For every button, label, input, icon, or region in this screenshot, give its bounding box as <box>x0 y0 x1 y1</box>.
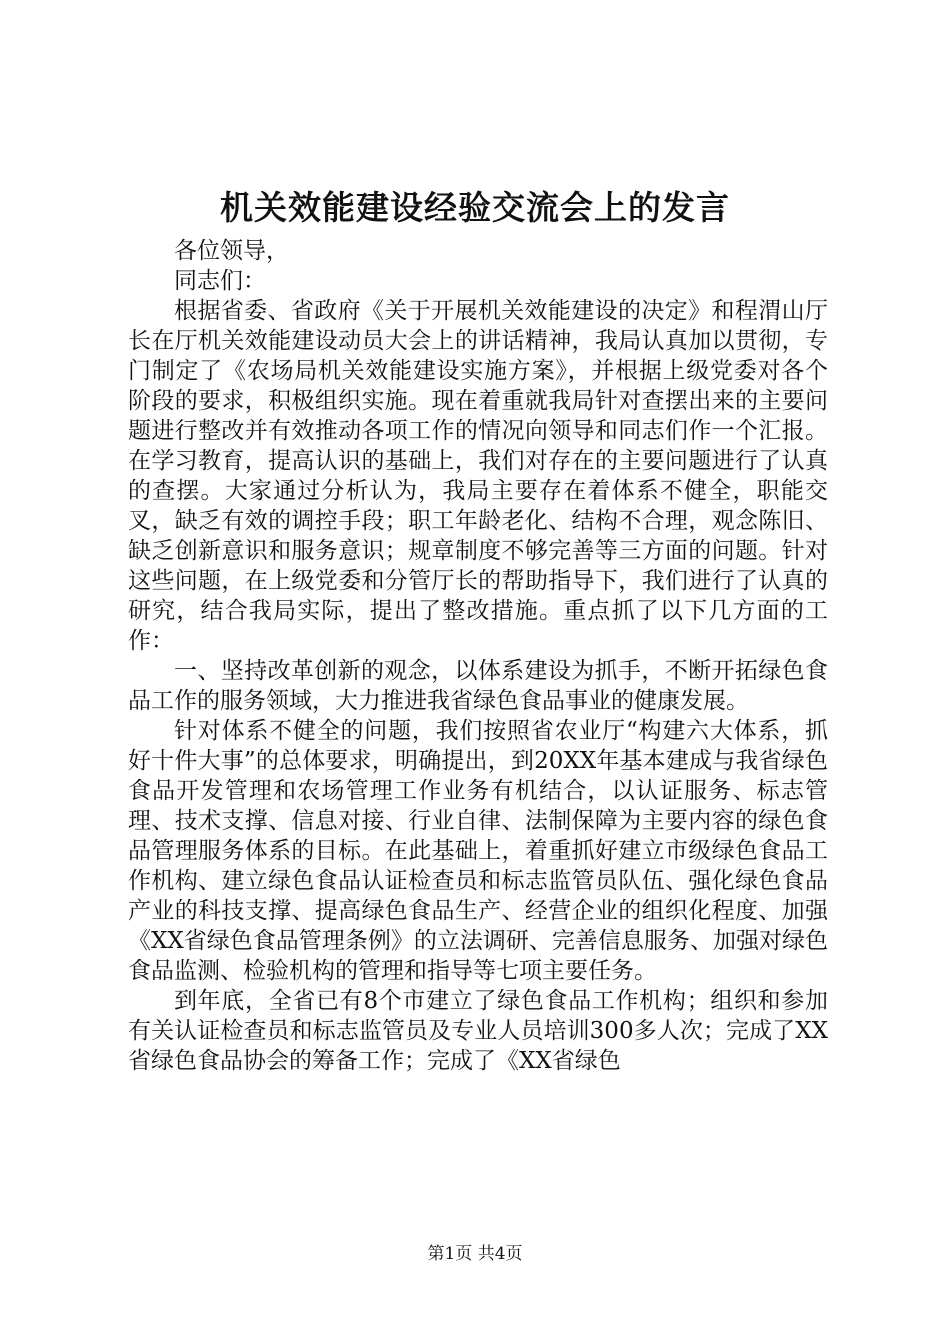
document-title: 机关效能建设经验交流会上的发言 <box>220 188 730 227</box>
paragraph-section-one-heading: 一、坚持改革创新的观念，以体系建设为抓手，不断开拓绿色食品工作的服务领域，大力推进我省绿色食品事业的健康发展。 <box>128 658 828 714</box>
document-body <box>128 236 828 1076</box>
salutation-leaders: 各位领导， <box>174 238 289 264</box>
paragraph-year-end-results: 到年底，全省已有8个市建立了绿色食品工作机构；组织和参加有关认证检查员和标志监管员及专业人员培训300多人次；完成了XX省绿色食品协会的筹备工作；完成了《XX省绿色 <box>128 988 828 1074</box>
paragraph-intro: 根据省委、省政府《关于开展机关效能建设的决定》和程渭山厅长在厅机关效能建设动员大会上的讲话精神，我局认真加以贯彻，专门制定了《农场局机关效能建设实施方案》，并根据上级党委对各个阶段的要求，积极组织实施。现在着重就我局针对查摆出来的主要问题进行整改并有效推动各项工作的情况向领导和同志们作一个汇报。在学习教育，提高认识的基础上，我们对存在的主要问题进行了认真的查摆。大家通过分析认为，我局主要存在着体系不健全，职能交叉，缺乏有效的调控手段；职工年龄老化、结构不合理，观念陈旧、缺乏创新意识和服务意识；规章制度不够完善等三方面的问题。针对这些问题，在上级党委和分管厅长的帮助指导下，我们进行了认真的研究，结合我局实际，提出了整改措施。重点抓了以下几方面的工作： <box>128 298 828 654</box>
page-number-footer: 第1页 共4页 <box>427 1244 523 1264</box>
salutation-comrades: 同志们： <box>174 268 266 294</box>
paragraph-system-building: 针对体系不健全的问题，我们按照省农业厅“构建六大体系，抓好十件大事”的总体要求，明确提出，到20XX年基本建成与我省绿色食品开发管理和农场管理工作业务有机结合，以认证服务、标志管理、技术支撑、信息对接、行业自律、法制保障为主要内容的绿色食品管理服务体系的目标。在此基础上，着重抓好建立市级绿色食品工作机构、建立绿色食品认证检查员和标志监管员队伍、强化绿色食品产业的科技支撑、提高绿色食品生产、经营企业的组织化程度、加强《XX省绿色食品管理条例》的立法调研、完善信息服务、加强对绿色食品监测、检验机构的管理和指导等七项主要任务。 <box>128 718 828 984</box>
